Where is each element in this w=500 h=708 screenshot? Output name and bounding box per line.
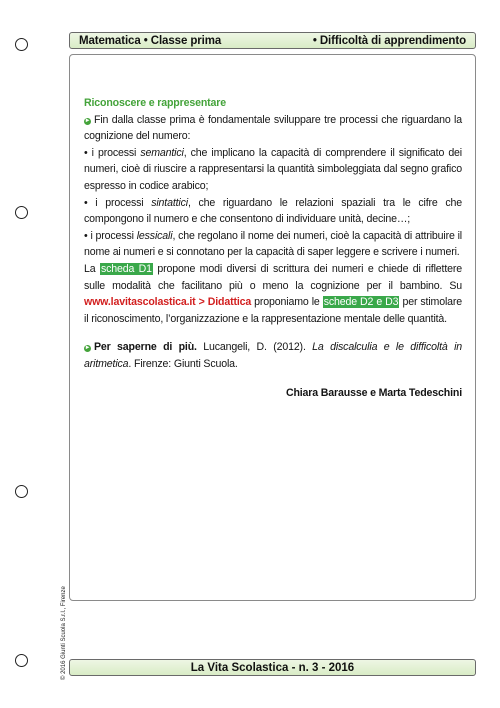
- scheda-d1-highlight: scheda D1: [100, 262, 152, 275]
- website-link[interactable]: www.lavitascolastica.it > Didattica: [84, 296, 252, 309]
- bullet-text: , che riguardano le relazioni spaziali tra le cifre che compongono il numero e che consentono di individuare unità, decine…;: [84, 196, 462, 226]
- reference-label: Per saperne di più.: [94, 341, 197, 354]
- reference-title: La discalculia e le difficoltà in aritmetica: [84, 341, 463, 370]
- header-topic: • Difficoltà di apprendimento: [312, 34, 466, 47]
- bullet-semantic: [84, 145, 462, 195]
- spacer: [84, 327, 462, 339]
- binder-hole-4: [15, 654, 28, 667]
- arrow-bullet-icon: ►: [84, 117, 91, 124]
- schede-d2-d3-highlight: schede D2 e D3: [323, 296, 399, 309]
- reference-paragraph: [84, 339, 462, 372]
- closing-text: per stimolare il riconoscimento, l’organizzazione e la rappresentazione mentale delle quantità.: [84, 296, 463, 325]
- closing-text: propone modi diversi di scrittura dei numeri e chiede di riflettere sulle modalità che facilitano più o meno la cognizione per il bambino. Su: [84, 262, 462, 292]
- bullet-lead: • i processi: [84, 196, 152, 209]
- footer-bar: [69, 659, 476, 676]
- arrow-bullet-icon: ►: [84, 345, 91, 352]
- binder-hole-3: [15, 485, 28, 498]
- footer-issue: La Vita Scolastica - n. 3 - 2016: [190, 661, 355, 674]
- reference-authors: Lucangeli, D. (2012).: [196, 341, 313, 354]
- bullet-lead: • i processi: [84, 146, 141, 159]
- copyright-notice: © 2016 Giunti Scuola S.r.l., Firenze: [61, 586, 67, 680]
- author-signature: Chiara Barausse e Marta Tedeschini: [285, 386, 462, 399]
- intro-paragraph: [84, 112, 462, 145]
- closing-text: La: [84, 262, 100, 275]
- bullet-lexical: [84, 228, 462, 261]
- bullet-syntactic: [84, 195, 462, 228]
- article-body: [84, 95, 462, 412]
- reference-publisher: . Firenze: Giunti Scuola.: [128, 357, 238, 370]
- bullet-lead: • i processi: [84, 229, 137, 242]
- binder-hole-2: [15, 206, 28, 219]
- bullet-term: sintattici: [151, 196, 188, 209]
- section-title: Riconoscere e rappresentare: [84, 97, 226, 109]
- binder-hole-1: [15, 38, 28, 51]
- closing-paragraph: [84, 261, 462, 327]
- intro-text: Fin dalla classe prima è fondamentale sviluppare tre processi che riguardano la cognizione del numero:: [84, 113, 462, 143]
- closing-text: proponiamo le: [251, 296, 323, 309]
- bullet-text: , che implicano la capacità di comprendere il significato dei numeri, cioè di riuscire a rappresentarsi la quantità simboleggiata dal segno grafico espresso in codice arabico;: [84, 146, 463, 192]
- header-bar: [69, 32, 476, 49]
- header-subject: Matematica • Classe prima: [79, 34, 222, 47]
- bullet-term: semantici: [140, 146, 184, 159]
- bullet-term: lessicali: [136, 229, 173, 242]
- bullet-text: , che regolano il nome dei numeri, cioè la capacità di attribuire il nome ai numeri e si connotano per la capacità di saper leggere e scrivere i numeri.: [84, 229, 463, 259]
